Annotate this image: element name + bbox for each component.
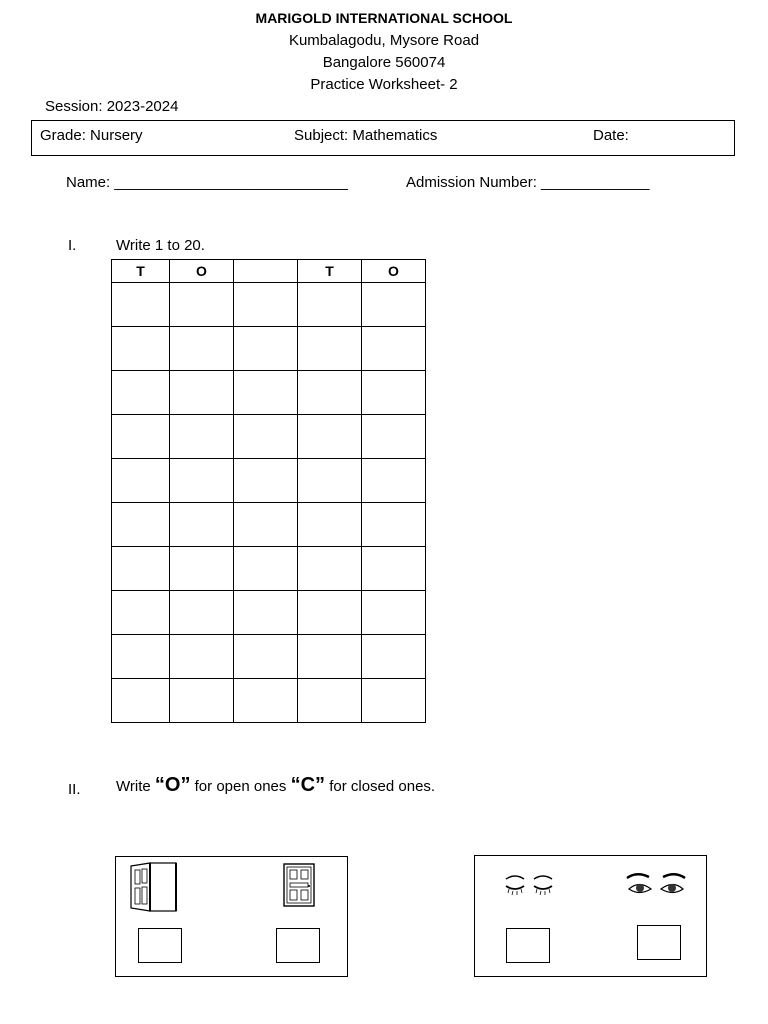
grid-cell[interactable] xyxy=(362,635,426,679)
grid-header-ones: O xyxy=(362,260,426,283)
grid-cell[interactable] xyxy=(362,327,426,371)
session-label: Session: 2023-2024 xyxy=(45,98,179,115)
eyes-panel xyxy=(474,855,707,977)
grid-cell[interactable] xyxy=(170,503,234,547)
grid-header-tens: T xyxy=(112,260,170,283)
grid-cell[interactable] xyxy=(112,547,170,591)
grid-cell[interactable] xyxy=(298,283,362,327)
question-2-number: II. xyxy=(68,781,81,798)
grid-cell[interactable] xyxy=(170,459,234,503)
grid-cell[interactable] xyxy=(170,283,234,327)
grid-cell[interactable] xyxy=(112,283,170,327)
grid-cell[interactable] xyxy=(298,547,362,591)
open-eyes-answer-box[interactable] xyxy=(637,925,681,960)
grid-cell[interactable] xyxy=(362,591,426,635)
grid-row xyxy=(112,283,426,327)
open-door-icon xyxy=(128,860,184,914)
open-eyes-icon xyxy=(625,871,687,899)
grid-cell[interactable] xyxy=(362,503,426,547)
grid-cell[interactable] xyxy=(298,327,362,371)
grid-cell[interactable] xyxy=(112,371,170,415)
closed-eyes-icon xyxy=(503,872,557,898)
question-2-text xyxy=(116,774,435,797)
grid-header-tens: T xyxy=(298,260,362,283)
grid-cell[interactable] xyxy=(112,503,170,547)
grid-cell[interactable] xyxy=(234,415,298,459)
grid-header-row xyxy=(112,260,426,283)
grid-cell[interactable] xyxy=(170,635,234,679)
grid-cell[interactable] xyxy=(298,459,362,503)
grid-cell[interactable] xyxy=(298,591,362,635)
grid-cell[interactable] xyxy=(362,371,426,415)
address-line-1: Kumbalagodu, Mysore Road xyxy=(288,32,480,49)
grid-row xyxy=(112,415,426,459)
q2-closed-text: for closed ones. xyxy=(329,778,436,795)
date-label: Date: xyxy=(593,127,629,144)
grid-cell[interactable] xyxy=(298,679,362,723)
name-field[interactable]: Name: ____________________________ xyxy=(66,174,348,191)
grid-row xyxy=(112,327,426,371)
closed-door-answer-box[interactable] xyxy=(276,928,320,963)
grid-cell[interactable] xyxy=(362,459,426,503)
doors-panel xyxy=(115,856,348,977)
grid-row xyxy=(112,503,426,547)
q2-open-text: for open ones xyxy=(194,778,287,795)
grid-cell[interactable] xyxy=(234,503,298,547)
grid-row xyxy=(112,371,426,415)
school-name: MARIGOLD INTERNATIONAL SCHOOL xyxy=(255,10,513,26)
grid-cell[interactable] xyxy=(362,679,426,723)
question-1-number: I. xyxy=(68,237,77,254)
grid-cell[interactable] xyxy=(170,415,234,459)
open-symbol: “O” xyxy=(154,774,191,796)
worksheet-title: Practice Worksheet- 2 xyxy=(310,76,458,93)
grid-row xyxy=(112,591,426,635)
grid-cell[interactable] xyxy=(234,283,298,327)
grid-cell[interactable] xyxy=(234,591,298,635)
grid-cell[interactable] xyxy=(362,547,426,591)
grid-cell[interactable] xyxy=(234,327,298,371)
grid-row xyxy=(112,547,426,591)
grid-row xyxy=(112,459,426,503)
grid-cell[interactable] xyxy=(170,547,234,591)
grid-header-spacer xyxy=(234,260,298,283)
grid-cell[interactable] xyxy=(298,371,362,415)
grid-row xyxy=(112,679,426,723)
grid-cell[interactable] xyxy=(112,415,170,459)
grid-cell[interactable] xyxy=(112,327,170,371)
admission-number-field[interactable]: Admission Number: _____________ xyxy=(406,174,650,191)
grid-cell[interactable] xyxy=(170,327,234,371)
grade-label: Grade: Nursery xyxy=(40,127,143,144)
grid-cell[interactable] xyxy=(112,591,170,635)
closed-door-icon xyxy=(282,862,316,908)
grid-row xyxy=(112,635,426,679)
open-door-answer-box[interactable] xyxy=(138,928,182,963)
grid-cell[interactable] xyxy=(170,679,234,723)
subject-label: Subject: Mathematics xyxy=(294,127,438,144)
number-writing-grid xyxy=(111,259,426,723)
grid-cell[interactable] xyxy=(234,547,298,591)
grid-cell[interactable] xyxy=(170,591,234,635)
closed-symbol: “C” xyxy=(290,774,326,796)
question-1-text: Write 1 to 20. xyxy=(116,237,205,254)
address-line-2: Bangalore 560074 xyxy=(322,54,446,71)
closed-eyes-answer-box[interactable] xyxy=(506,928,550,963)
grid-cell[interactable] xyxy=(234,371,298,415)
grid-cell[interactable] xyxy=(234,459,298,503)
grid-cell[interactable] xyxy=(298,415,362,459)
q2-write-text: Write xyxy=(116,778,151,795)
grid-cell[interactable] xyxy=(112,459,170,503)
grid-cell[interactable] xyxy=(112,635,170,679)
grid-cell[interactable] xyxy=(362,415,426,459)
grid-header-ones: O xyxy=(170,260,234,283)
grid-cell[interactable] xyxy=(170,371,234,415)
info-box xyxy=(31,120,735,156)
grid-cell[interactable] xyxy=(298,503,362,547)
grid-cell[interactable] xyxy=(112,679,170,723)
grid-cell[interactable] xyxy=(234,679,298,723)
grid-cell[interactable] xyxy=(298,635,362,679)
grid-cell[interactable] xyxy=(234,635,298,679)
grid-cell[interactable] xyxy=(362,283,426,327)
